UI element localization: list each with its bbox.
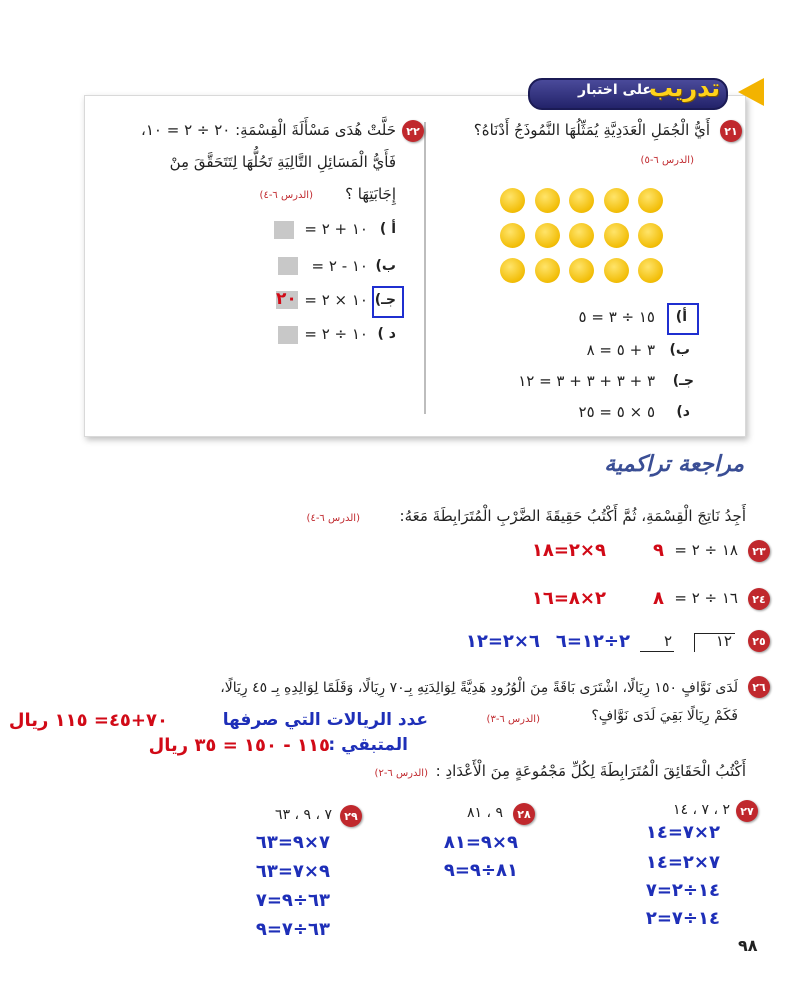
q28-answer-1: ٩×٩=٨١ — [443, 832, 518, 853]
q29-answer-4: ٦٣÷٧=٩ — [255, 919, 330, 940]
review-lesson: (الدرس ٦-٤) — [306, 513, 360, 524]
q22-option-a-letter[interactable]: أ ) — [379, 221, 396, 237]
question-23-number: ٢٣ — [748, 540, 770, 562]
counter-circle — [535, 258, 560, 283]
q21-option-a-letter[interactable]: أ) — [675, 309, 687, 325]
counter-circle — [638, 223, 663, 248]
q22-option-c-letter[interactable]: جـ) — [374, 292, 396, 308]
question-29-number: ٢٩ — [340, 805, 362, 827]
review-instruction: أَجِدُ نَاتِجَ الْقِسْمَةِ، ثُمَّ أَكْتُبُ حَقِيقَةَ الضَّرْبِ الْمُتَرَابِطَةَ مَعَهُ: — [399, 507, 746, 525]
q25-divisor: ٢ — [663, 632, 672, 650]
q21-option-b-text: ٣ + ٥ = ٨ — [586, 341, 655, 359]
q26-note-value1: ٧٠+٤٥= ١١٥ ريال — [8, 710, 168, 731]
banner-title: تدريب — [648, 74, 720, 102]
counter-circle — [500, 223, 525, 248]
q27-answer-1: ٢×٧=١٤ — [645, 822, 720, 843]
q21-option-b-letter[interactable]: ب) — [669, 342, 690, 358]
q27-answer-3: ١٤÷٢=٧ — [645, 880, 720, 901]
q21-option-c-text: ٣ + ٣ + ٣ + ٣ = ١٢ — [518, 372, 655, 390]
q24-fact: ٢×٨=١٦ — [531, 588, 606, 609]
counter-circle — [569, 258, 594, 283]
question-21-number: ٢١ — [720, 120, 742, 142]
counter-circle — [569, 188, 594, 213]
q23-problem: ١٨ ÷ ٢ = — [674, 541, 738, 559]
q22-answer-box-d[interactable] — [278, 326, 298, 344]
q22-option-d-text: ١٠ ÷ ٢ = — [304, 325, 368, 343]
q26-lesson: (الدرس ٦-٣) — [486, 714, 540, 725]
counter-circle — [500, 258, 525, 283]
q22-option-c-text: ١٠ × ٢ = — [304, 291, 368, 309]
counter-circle — [569, 223, 594, 248]
long-division-bracket — [694, 633, 735, 652]
q24-answer: ٨ — [653, 588, 664, 609]
banner-arrow-icon — [738, 78, 764, 106]
q29-answer-1: ٧×٩=٦٣ — [255, 832, 330, 853]
test-practice-banner — [528, 72, 764, 112]
question-28-number: ٢٨ — [513, 803, 535, 825]
banner-subtitle: على اختبار — [578, 82, 652, 98]
q26-line1: لَدَى نَوَّافٍ ١٥٠ رِيَالًا، اشْتَرَى بَاقَةً مِنَ الْوُرُودِ هَدِيَّةً لِوَالِدَتِهِ بِـ٧٠ رِيَالًا، وَقَلَمًا لِوَالِدِهِ بِـ ٤٥ رِيَالًا، — [220, 680, 738, 696]
q28-numbers: ٩ ، ٨١ — [467, 805, 503, 821]
counter-circle — [604, 258, 629, 283]
page-number: ٩٨ — [738, 936, 758, 955]
counter-circle — [638, 258, 663, 283]
q29-answer-3: ٦٣÷٩=٧ — [255, 890, 330, 911]
division-underline — [640, 651, 674, 652]
counter-circle — [535, 223, 560, 248]
q22-option-b-letter[interactable]: ب) — [375, 258, 396, 274]
q22-option-d-letter[interactable]: د ) — [377, 326, 396, 342]
q22-option-a-text: ١٠ + ٢ = — [304, 220, 368, 238]
question-22-lesson: (الدرس ٦-٤) — [259, 190, 313, 201]
question-25-number: ٢٥ — [748, 630, 770, 652]
q29-answer-2: ٩×٧=٦٣ — [255, 861, 330, 882]
q21-option-a-text: ١٥ ÷ ٣ = ٥ — [578, 308, 655, 326]
q21-option-c-letter[interactable]: جـ) — [672, 373, 694, 389]
review-title: مراجعة تراكمية — [604, 452, 744, 477]
counter-circle — [535, 188, 560, 213]
q25-dividend: ١٢ — [715, 632, 732, 650]
question-21-lesson: (الدرس ٦-٥) — [640, 155, 694, 166]
q21-option-d-text: ٥ × ٥ = ٢٥ — [578, 403, 655, 421]
q22-answer-box-b[interactable] — [278, 257, 298, 275]
q26-note-label2: المتبقي : — [328, 735, 408, 755]
q26-note-label1: عدد الريالات التي صرفها — [222, 710, 428, 730]
question-27-number: ٢٧ — [736, 800, 758, 822]
facts-lesson: (الدرس ٦-٢) — [374, 768, 428, 779]
question-21-prompt: أَيُّ الْجُمَلِ الْعَدَدِيَّةِ يُمَثِّلُهَا النَّمُوذَجُ أَدْنَاهُ؟ — [473, 121, 710, 139]
question-22-number: ٢٢ — [402, 120, 424, 142]
question-22-prompt-line3: إِجَابَتِهَا ؟ — [345, 185, 396, 203]
question-24-number: ٢٤ — [748, 588, 770, 610]
q26-line2: فَكَمْ رِيَالًا بَقِيَ لَدَى نَوَّافٍ؟ — [591, 708, 738, 724]
q25-fact: ٦×٢=١٢ — [465, 631, 540, 652]
counter-circle — [638, 188, 663, 213]
q21-option-d-letter[interactable]: د) — [676, 404, 690, 420]
q28-answer-2: ٨١÷٩=٩ — [443, 860, 518, 881]
facts-instruction: أَكْتُبُ الْحَقَائِقَ الْمُتَرَابِطَةَ لِكُلِّ مَجْمُوعَةٍ مِنَ الْأَعْدَادِ : — [435, 762, 746, 780]
question-22-prompt-line1: حَلَّتْ هُدَى مَسْأَلَةَ الْقِسْمَةِ: ٢٠ ÷ ٢ = ١٠، — [140, 121, 396, 139]
q22-answer-c: ٢٠ — [276, 289, 297, 309]
question-22-prompt-line2: فَأَيُّ الْمَسَائِلِ التَّالِيَةِ تَحُلُّهَا لِتَتَحَقَّقَ مِنْ — [169, 153, 396, 171]
q22-option-b-text: ١٠ - ٢ = — [311, 257, 368, 275]
column-divider — [424, 122, 426, 414]
counter-circle — [500, 188, 525, 213]
question-26-number: ٢٦ — [748, 676, 770, 698]
q27-answer-4: ١٤÷٧=٢ — [645, 908, 720, 929]
counter-circle — [604, 188, 629, 213]
q27-numbers: ٢ ، ٧ ، ١٤ — [673, 802, 730, 818]
counter-circle — [604, 223, 629, 248]
q25-answer: ٢÷١٢=٦ — [555, 631, 630, 652]
q23-answer: ٩ — [653, 540, 664, 561]
q26-note-value2: ١١٥ - ١٥٠ = ٣٥ ريال — [148, 735, 330, 756]
q27-answer-2: ٧×٢=١٤ — [645, 852, 720, 873]
q22-answer-box-a[interactable] — [274, 221, 294, 239]
q24-problem: ١٦ ÷ ٢ = — [674, 589, 738, 607]
q29-numbers: ٧ ، ٩ ، ٦٣ — [275, 807, 332, 823]
q23-fact: ٩×٢=١٨ — [531, 540, 606, 561]
